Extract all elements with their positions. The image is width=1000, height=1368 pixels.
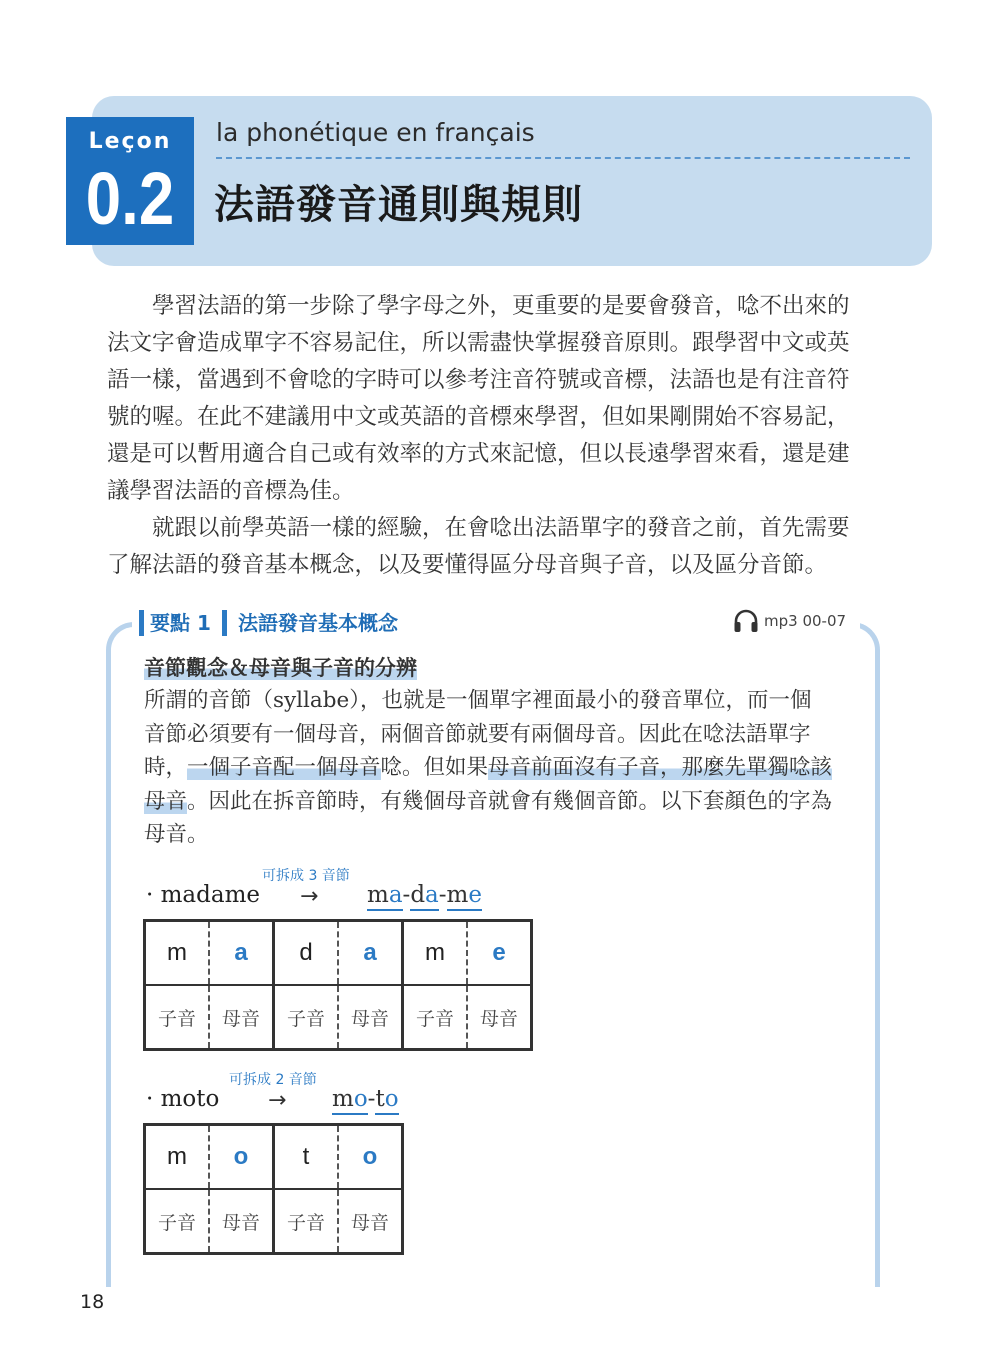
syllable: me [447, 882, 482, 911]
syllable-separator: - [367, 1086, 376, 1112]
label-cell: 子音 [145, 985, 210, 1050]
syllable-separator: - [402, 882, 411, 908]
text-line: 還是可以暫用適合自己或有效率的方式來記憶，但以長遠學習來看，還是建 [107, 441, 850, 467]
letter-cell: m [145, 921, 210, 986]
syllable: mo [332, 1086, 368, 1115]
letter-cell: a [209, 921, 274, 986]
example-word: · madame [146, 882, 261, 908]
letter-cell: t [274, 1125, 339, 1190]
syllable: ma [367, 882, 403, 911]
arrow-icon: → [300, 884, 319, 909]
text-line: 號的喔。在此不建議用中文或英語的音標來學習，但如果剛開始不容易記， [107, 404, 850, 430]
text-segment: 。因此在拆音節時，有幾個母音就會有幾個音節。以下套顏色的字為 [187, 788, 833, 814]
page-number: 18 [80, 1291, 105, 1313]
label-cell: 母音 [209, 1189, 274, 1254]
text-line: 議學習法語的音標為佳。 [107, 478, 355, 504]
label-cell: 母音 [338, 985, 403, 1050]
labels-row [145, 1189, 403, 1254]
text-line: 就跟以前學英語一樣的經驗，在會唸出法語單字的發音之前，首先需要 [107, 515, 850, 541]
syllable-breakdown [367, 882, 482, 908]
example-word: · moto [146, 1086, 220, 1112]
lesson-number: 0.2 [85, 157, 175, 240]
text-segment: 時， [144, 755, 188, 780]
text-line: 音節必須要有一個母音，兩個音節就要有兩個母音。因此在唸法語單字 [144, 721, 811, 747]
section-subheading [144, 652, 417, 682]
syllable-separator: - [438, 882, 447, 908]
keypoint-body [144, 684, 854, 852]
keypoint-bar [139, 610, 144, 636]
syllable-count-note: 可拆成 3 音節 [262, 868, 350, 884]
keypoint-title: 法語發音基本概念 [238, 611, 398, 635]
keypoint-label: 要點 1 [150, 611, 211, 635]
text-line [144, 785, 854, 819]
letter-cell: m [145, 1125, 210, 1190]
syllable-breakdown [332, 1086, 399, 1112]
letter-table [143, 919, 533, 1051]
letter-cell: m [403, 921, 468, 986]
letters-row [145, 921, 532, 986]
letter-cell: o [209, 1125, 274, 1190]
text-segment: 唸。但如果 [380, 755, 489, 780]
letter-cell: a [338, 921, 403, 986]
labels-row [145, 985, 532, 1050]
text-line: 母音。 [144, 822, 209, 847]
text-line [144, 751, 854, 785]
intro-paragraph-1 [107, 288, 877, 510]
text-line: 所謂的音節（syllabe），也就是一個單字裡面最小的發音單位，而一個 [144, 688, 812, 713]
highlight-text: 母音前面沒有子音，那麼先單獨唸該 [488, 755, 833, 780]
intro-paragraph-2 [107, 510, 877, 584]
label-cell: 子音 [403, 985, 468, 1050]
keypoint-bar [222, 610, 227, 636]
syllable: da [410, 882, 438, 911]
lesson-badge [66, 117, 194, 245]
syllable-count-note: 可拆成 2 音節 [229, 1072, 317, 1088]
header-divider [216, 157, 910, 159]
label-cell: 子音 [274, 1189, 339, 1254]
letter-table [143, 1123, 404, 1255]
label-cell: 母音 [467, 985, 532, 1050]
syllable: to [375, 1086, 398, 1115]
subheading-text: 音節觀念＆母音與子音的分辨 [144, 655, 417, 680]
highlight-text: 母音 [144, 788, 188, 814]
label-cell: 母音 [338, 1189, 403, 1254]
letter-cell: d [274, 921, 339, 986]
text-line: 法文字會造成單字不容易記住，所以需盡快掌握發音原則。跟學習中文或英 [107, 330, 850, 356]
letter-cell: e [467, 921, 532, 986]
lesson-word: Leçon [88, 129, 172, 154]
letters-row [145, 1125, 403, 1190]
lesson-subtitle: la phonétique en français [216, 118, 535, 147]
letter-cell: o [338, 1125, 403, 1190]
label-cell: 母音 [209, 985, 274, 1050]
headphones-icon[interactable] [733, 609, 759, 633]
text-line: 語一樣，當遇到不會唸的字時可以參考注音符號或音標，法語也是有注音符 [107, 367, 850, 393]
text-line: 學習法語的第一步除了學字母之外，更重要的是要會發音，唸不出來的 [107, 293, 850, 319]
highlight-text: 一個子音配一個母音 [187, 755, 381, 780]
label-cell: 子音 [145, 1189, 210, 1254]
lesson-title: 法語發音通則與規則 [214, 182, 583, 228]
arrow-icon: → [268, 1088, 287, 1113]
text-line: 了解法語的發音基本概念，以及要懂得區分母音與子音，以及區分音節。 [107, 552, 828, 578]
label-cell: 子音 [274, 985, 339, 1050]
audio-track-label[interactable]: mp3 00-07 [764, 612, 847, 630]
